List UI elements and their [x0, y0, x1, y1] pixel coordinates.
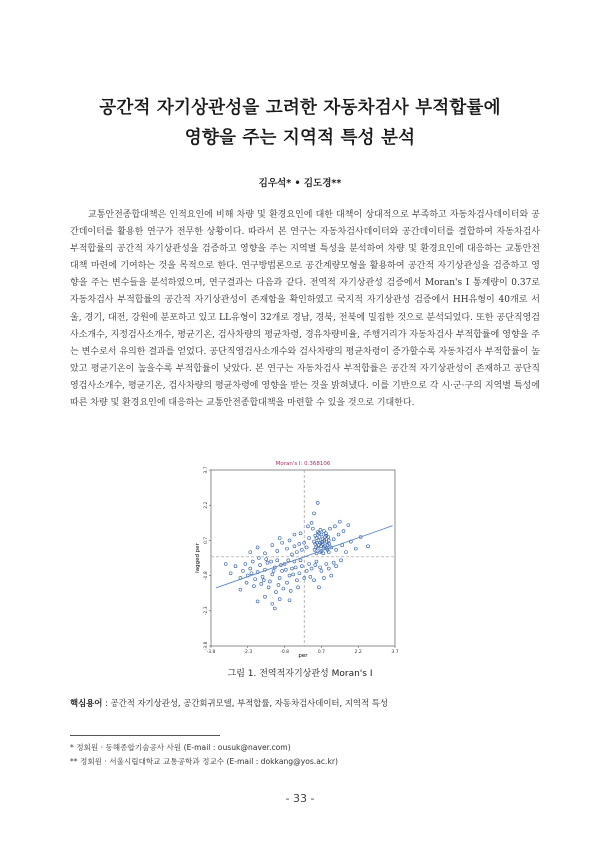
moran-scatter-figure: [195, 458, 407, 658]
scatter-point: [289, 589, 292, 592]
scatter-point: [286, 547, 289, 550]
scatter-point: [224, 562, 227, 565]
scatter-point: [300, 548, 303, 551]
scatter-point: [333, 525, 336, 528]
scatter-point: [319, 566, 322, 569]
scatter-point: [273, 607, 276, 610]
scatter-point: [299, 559, 302, 562]
scatter-point: [354, 547, 357, 550]
scatter-point: [297, 586, 300, 589]
y-tick-label: -2.3: [204, 606, 209, 616]
scatter-point: [313, 512, 316, 515]
scatter-point: [256, 600, 259, 603]
scatter-point: [300, 565, 303, 568]
y-tick-label: -3.8: [204, 641, 209, 651]
scatter-point: [281, 541, 284, 544]
scatter-point: [263, 595, 266, 598]
scatter-point: [294, 566, 297, 569]
scatter-point: [313, 548, 316, 551]
x-tick-label: -3.8: [206, 650, 216, 655]
x-tick-label: 3.7: [391, 650, 399, 655]
scatter-point: [266, 561, 269, 564]
scatter-point: [288, 539, 291, 542]
scatter-point: [314, 564, 317, 567]
scatter-point: [276, 549, 279, 552]
moran-scatter-chart: [195, 458, 407, 658]
scatter-point: [290, 567, 293, 570]
y-axis-label: lagged per: [195, 543, 201, 573]
keywords-text: : 공간적 자기상관성, 공간회귀모델, 부적합률, 자동차검사데이터, 지역적 특성: [102, 698, 388, 708]
scatter-point: [315, 560, 318, 563]
scatter-point: [272, 569, 275, 572]
scatter-point: [256, 546, 259, 549]
scatter-point: [245, 581, 248, 584]
scatter-point: [260, 582, 263, 585]
x-tick-label: -2.3: [243, 650, 253, 655]
chart-title: Moran's I: 0.368106: [275, 461, 331, 467]
scatter-point: [234, 565, 237, 568]
footnote-2: ** 정회원 · 서울시립대학교 교통공학과 정교수 (E-mail : dokkang@yos.ac.kr): [70, 757, 338, 766]
x-axis-label: per: [298, 653, 308, 658]
scatter-point: [250, 572, 253, 575]
scatter-point: [278, 576, 281, 579]
scatter-point: [239, 588, 242, 591]
scatter-point: [244, 562, 247, 565]
scatter-point: [265, 558, 268, 561]
authors: 김우석* • 김도경**: [258, 178, 342, 189]
scatter-point: [254, 578, 257, 581]
scatter-point: [287, 559, 290, 562]
scatter-point: [305, 569, 308, 572]
y-tick-label: 0.7: [204, 536, 209, 544]
y-tick-label: -0.8: [204, 571, 209, 580]
scatter-point: [267, 586, 270, 589]
page-number: - 33 -: [285, 792, 315, 805]
plot-frame: [211, 470, 395, 646]
scatter-point: [298, 572, 301, 575]
scatter-point: [270, 560, 273, 563]
scatter-point: [319, 528, 322, 531]
scatter-point: [338, 520, 341, 523]
scatter-point: [347, 524, 350, 527]
scatter-point: [262, 579, 265, 582]
scatter-point: [282, 587, 285, 590]
scatter-point: [316, 501, 319, 504]
scatter-point: [325, 562, 328, 565]
y-tick-label: 3.7: [204, 466, 209, 474]
scatter-point: [276, 559, 279, 562]
scatter-point: [278, 537, 281, 540]
scatter-point: [293, 533, 296, 536]
abstract: 교통안전종합대책은 인적요인에 비해 차량 및 환경요인에 대한 대책이 상대적으로 부족하고 자동차검사데이터와 공간데이터를 활용한 연구가 전무한 상황이다. 따라서 본 연구는 자동차검사데이터와 공간데이터를 결합하여 자동차검사 부적합률의 공간적 자기상관성을 검증하고 영향을 주는 지역별 특성을 분석하여 차량 및 환경요인에 대응하는 교통안전대책 마련에 기여하는 것을 목적으로 한다. 연구방법론으로 공간계량모형을 활용하여 공간적 자기상관성을 검증하고 영향을 주는 변수들을 분석하였으며, 연구결과는 다음과 같다. 전역적 자기상관성 검증에서 Moran's I 통계량이 0.37로 자동차검사 부적합률의 공간적 자기상관성이 존재함을 확인하였고 국지적 자기상관성 검증에서 HH유형이 40개로 서울, 경기, 대전, 강원에 분포하고 있고 LL유형이 32개로 경남, 경북, 전북에 밀집한 것으로 분석되었다. 또한 공단직영검사소개수, 지정검사소개수, 평균기온, 검사차량의 평균차령, 경유차량비율, 주행거리가 자동차검사 부적합률에 영향을 주는 변수로서 유의한 결과를 얻었다. 공단직영검사소개수와 검사차량의 평균차령이 증가할수록 자동차검사 부적합률이 높았고 평균기온이 높을수록 부적합률이 낮았다. 본 연구는 자동차검사 부적합률은 공간적 자기상관성이 존재하고 공단직영검사소개수, 평균기온, 검사차량의 평균차령에 영향을 받는 것을 밝혀냈다. 이를 기반으로 각 시·군·구의 지역별 특성에 따른 차량 및 환경요인에 대응하는 교통안전종합대책을 마련할 수 있을 것으로 기대한다.: [70, 210, 540, 409]
scatter-point: [327, 567, 330, 570]
scatter-point: [263, 552, 266, 555]
x-tick-label: 0.7: [317, 650, 325, 655]
scatter-point: [286, 581, 289, 584]
scatter-point: [268, 580, 271, 583]
title-line-1: 공간적 자기상관성을 고려한 자동차검사 부적합률에: [99, 98, 501, 118]
scatter-point: [332, 561, 335, 564]
scatter-point: [330, 574, 333, 577]
scatter-point: [249, 551, 252, 554]
scatter-point: [305, 546, 308, 549]
footnote-1: * 정회원 · 동해종합기술공사 사원 (E-mail : ousuk@naver.com): [70, 743, 291, 752]
figure-caption: 그림 1. 전역적자기상관성 Moran's I: [227, 669, 373, 679]
scatter-point: [328, 527, 331, 530]
scatter-point: [337, 533, 340, 536]
scatter-point: [322, 576, 325, 579]
scatter-point: [261, 575, 264, 578]
scatter-point: [320, 569, 323, 572]
scatter-point: [335, 565, 338, 568]
title-line-2: 영향을 주는 지역적 특성 분석: [184, 128, 416, 148]
x-tick-label: 2.2: [354, 650, 362, 655]
scatter-point: [340, 559, 343, 562]
scatter-point: [344, 551, 347, 554]
scatter-point: [308, 562, 311, 565]
scatter-point: [259, 564, 262, 567]
scatter-point: [306, 525, 309, 528]
scatter-point: [367, 545, 370, 548]
scatter-point: [278, 598, 281, 601]
scatter-point: [295, 579, 298, 582]
y-tick-label: 2.2: [204, 501, 209, 509]
scatter-point: [277, 583, 280, 586]
scatter-point: [310, 567, 313, 570]
scatter-point: [252, 585, 255, 588]
keywords-label: 핵심용어: [70, 698, 103, 708]
scatter-point: [309, 575, 312, 578]
scatter-point: [299, 532, 302, 535]
scatter-point: [229, 572, 232, 575]
scatter-point: [342, 530, 345, 533]
scatter-point: [275, 591, 278, 594]
scatter-point: [313, 579, 316, 582]
scatter-point: [293, 545, 296, 548]
scatter-point: [241, 569, 244, 572]
scatter-point: [292, 573, 295, 576]
scatter-point: [298, 542, 301, 545]
scatter-point: [281, 569, 284, 572]
scatter-point: [310, 521, 313, 524]
scatter-point: [290, 553, 293, 556]
scatter-point: [295, 551, 298, 554]
scatter-point: [271, 602, 274, 605]
scatter-point: [249, 567, 252, 570]
scatter-point: [332, 538, 335, 541]
scatter-point: [322, 552, 325, 555]
scatter-point: [311, 527, 314, 530]
keywords: [70, 697, 388, 709]
scatter-point: [317, 586, 320, 589]
scatter-point: [271, 573, 274, 576]
scatter-point: [288, 599, 291, 602]
scatter-point: [284, 568, 287, 571]
scatter-point: [308, 537, 311, 540]
scatter-point: [335, 548, 338, 551]
scatter-point: [251, 560, 254, 563]
footnote-divider: [70, 735, 220, 736]
scatter-point: [271, 544, 274, 547]
x-tick-label: -0.8: [280, 650, 289, 655]
scatter-point: [288, 574, 291, 577]
scatter-point: [318, 535, 321, 538]
